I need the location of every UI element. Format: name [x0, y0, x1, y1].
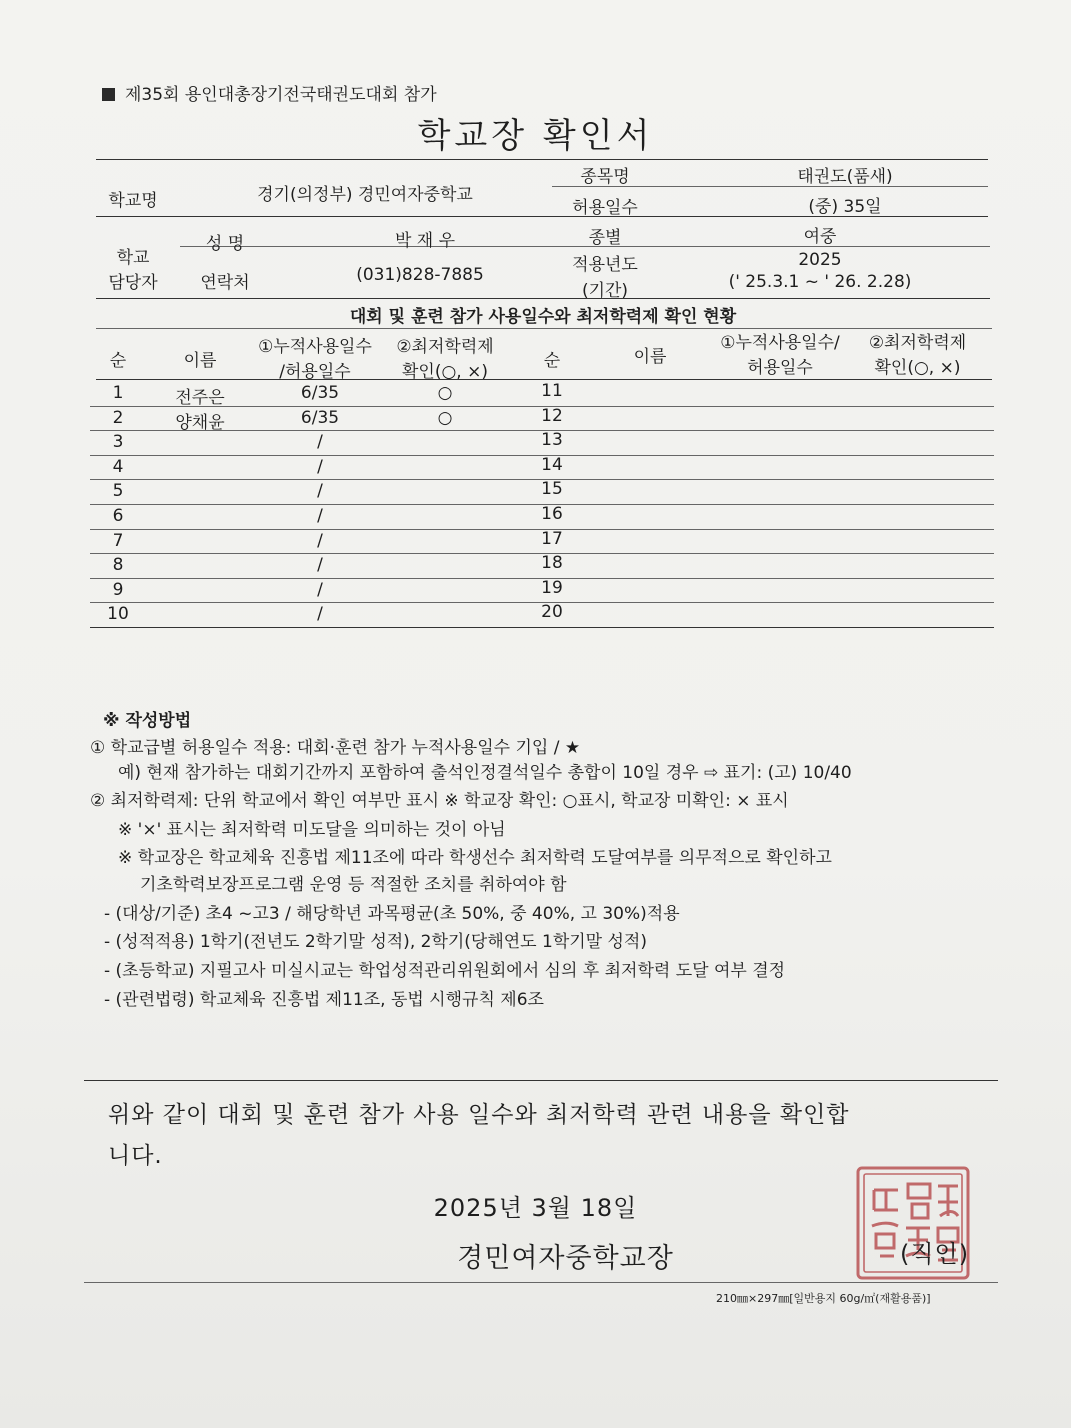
period-value: (' 25.3.1 ~ ' 26. 2.28)	[728, 272, 912, 292]
row-seq: 5	[112, 481, 124, 502]
year-label: 적용년도	[572, 255, 638, 275]
row-days: /	[317, 432, 323, 453]
bottom-rule	[84, 1282, 998, 1283]
info-rule-4	[96, 298, 990, 299]
row-days: /	[317, 456, 323, 477]
notes-heading: ※ 작성방법	[103, 711, 192, 731]
row-days: /	[317, 579, 323, 600]
notes-line-1: ① 학교급별 허용일수 적용: 대회·훈련 참가 누적사용일수 기입 / ★	[90, 738, 581, 758]
confirm-top-rule	[84, 1080, 998, 1081]
manager-label-1: 학교	[116, 248, 150, 268]
col-header-days-2: /허용일수	[279, 362, 351, 382]
row-days: /	[317, 506, 323, 526]
table-header-bottom-rule	[96, 379, 992, 380]
event-header	[102, 80, 437, 105]
principal-name: 경민여자중학교장	[457, 1243, 674, 1274]
col-header-name-right: 이름	[633, 347, 667, 367]
table-row-rule	[90, 627, 994, 628]
event-name: 제35회 용인대총장기전국태권도대회 참가	[125, 85, 437, 105]
row-days: 6/35	[300, 383, 340, 403]
row-seq: 4	[112, 456, 124, 477]
row-seq: 10	[107, 604, 129, 625]
contact-label: 연락처	[200, 273, 250, 293]
contact-value: (031)828-7885	[356, 265, 484, 285]
row-days: /	[317, 481, 323, 502]
row-seq: 2	[112, 407, 124, 428]
col-header-days-right-1: ①누적사용일수/	[720, 333, 840, 353]
year-label-period: (기간)	[581, 281, 629, 301]
col-header-check-1: ②최저학력제	[396, 337, 494, 357]
confirm-line-2: 니다.	[108, 1143, 163, 1169]
confirm-line-1: 위와 같이 대회 및 훈련 참가 사용 일수와 최저학력 관련 내용을 확인합	[108, 1102, 850, 1128]
row-seq-right: 19	[541, 577, 563, 598]
row-seq: 9	[112, 579, 124, 600]
row-seq-right: 20	[541, 602, 563, 623]
notes-line-4: ※ '×' 표시는 최저학력 미도달을 의미하는 것이 아님	[118, 820, 506, 840]
name-label: 성 명	[205, 234, 245, 254]
col-header-days-right-2: 허용일수	[747, 358, 813, 378]
col-header-check-right-1: ②최저학력제	[868, 333, 967, 353]
col-header-check-2: 확인(○, ×)	[402, 362, 488, 382]
seal-label: (직인)	[900, 1240, 970, 1268]
col-header-seq-right: 순	[543, 351, 561, 371]
notes-line-6: 기초학력보장프로그램 운영 등 적절한 조치를 취하여야 함	[140, 875, 567, 895]
row-days: /	[317, 530, 323, 551]
row-seq: 3	[112, 432, 124, 453]
document-title: 학교장 확인서	[417, 116, 654, 156]
notes-line-3: ② 최저학력제: 단위 학교에서 확인 여부만 표시 ※ 학교장 확인: ○표시, 학교장 미확인: × 표시	[90, 791, 789, 811]
notes-line-5: ※ 학교장은 학교체육 진흥법 제11조에 따라 학생선수 최저학력 도달여부를 의무적으로 확인하고	[118, 848, 832, 868]
row-seq-right: 11	[541, 381, 563, 401]
col-header-name: 이름	[183, 351, 217, 371]
division-value: 여중	[803, 227, 837, 247]
row-seq-right: 17	[541, 528, 563, 549]
row-days: /	[317, 555, 323, 576]
row-seq: 1	[112, 383, 124, 403]
row-seq: 7	[112, 530, 124, 551]
confirm-date: 2025년 3월 18일	[433, 1194, 638, 1222]
row-seq: 6	[112, 506, 124, 526]
year-value: 2025	[798, 250, 842, 270]
col-header-seq: 순	[109, 351, 127, 371]
row-name: 전주은	[175, 388, 225, 408]
row-seq-right: 12	[541, 405, 563, 426]
row-seq: 8	[112, 555, 124, 576]
row-days: /	[317, 604, 323, 625]
notes-line-10: - (관련법령) 학교체육 진흥법 제11조, 동법 시행규칙 제6조	[104, 990, 544, 1010]
row-seq-right: 16	[541, 504, 563, 524]
row-seq-right: 18	[541, 553, 563, 574]
square-bullet-icon	[102, 88, 115, 101]
col-header-days-1: ①누적사용일수	[258, 337, 372, 357]
notes-line-7: - (대상/기준) 초4 ~고3 / 해당학년 과목평균(초 50%, 중 40%, 고 30%)적용	[104, 904, 680, 924]
row-seq-right: 14	[541, 454, 563, 475]
notes-line-8: - (성적적용) 1학기(전년도 2학기말 성적), 2학기(당해연도 1학기말 성적)	[104, 932, 647, 952]
row-name: 양채윤	[175, 412, 225, 433]
manager-label-2: 담당자	[108, 273, 158, 293]
paper-spec: 210㎜×297㎜[일반용지 60g/㎡(재활용품)]	[716, 1292, 931, 1305]
row-check: ○	[437, 407, 453, 428]
row-check: ○	[437, 383, 453, 403]
col-header-check-right-2: 확인(○, ×)	[874, 358, 961, 378]
sport-value: 태권도(품새)	[797, 167, 893, 187]
notes-line-9: - (초등학교) 지필고사 미실시교는 학업성적관리위원회에서 심의 후 최저학력 도달 여부 결정	[104, 961, 786, 981]
name-value: 박 재 우	[394, 231, 456, 251]
info-top-rule	[96, 159, 988, 160]
division-label: 종별	[588, 228, 622, 248]
allowed-days-value: (중) 35일	[808, 197, 882, 217]
school-label: 학교명	[108, 191, 158, 211]
school-value: 경기(의정부) 경민여자중학교	[257, 185, 473, 205]
row-seq-right: 15	[541, 479, 563, 500]
row-days: 6/35	[300, 407, 340, 428]
sport-label: 종목명	[580, 167, 630, 187]
allowed-days-label: 허용일수	[572, 198, 638, 218]
row-seq-right: 13	[541, 430, 563, 451]
notes-line-2: 예) 현재 참가하는 대회기간까지 포함하여 출석인정결석일수 총합이 10일 경우 ⇨ 표기: (고) 10/40	[118, 763, 852, 783]
table-caption: 대회 및 훈련 참가 사용일수와 최저학력제 확인 현황	[349, 307, 737, 327]
